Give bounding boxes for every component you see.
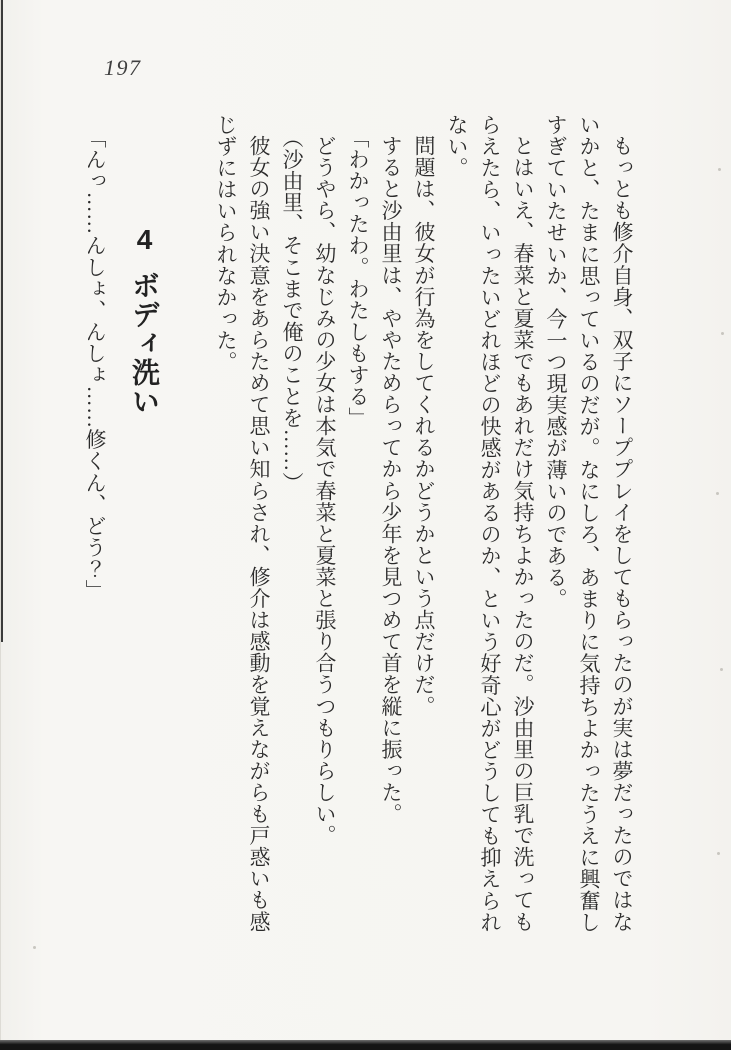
scan-speckle [716,492,719,495]
scan-speckle [718,168,721,171]
page-number: 197 [104,55,142,80]
paragraph: どうやら、幼なじみの少女は本気で春菜と夏菜と張り合うつもりらしい。 [313,135,337,847]
paragraph: もっとも修介自身、双子にソーププレイをしてもらったのが実は夢だったのではないかと、たまに思っているのだが。なにしろ、あまりに気持ちよかったうえに興奮しすぎていたせいか、今一つ現実感が薄いのである。 [544,114,634,933]
inner-monologue-line: （沙由里、そこまで俺のことを……） [280,126,304,493]
binding-gutter-shadow [1,0,3,642]
scan-speckle [720,668,723,671]
dialogue-line: 「わかったわ。わたしもする」 [346,126,370,429]
paragraph: とはいえ、春菜と夏菜でもあれだけ気持ちよかったのだ。沙由里の巨乳で洗ってもらえたら、いったいどれほどの快感があるのか、という好奇心がどうしても抑えられない。 [445,114,535,933]
scan-bottom-bar [0,1040,731,1050]
paragraph: 彼女の強い決意をあらためて思い知らされ、修介は感動を覚えながらも戸惑いも感じずにはいられなかった。 [214,114,271,933]
main-text-block [78,114,638,940]
scan-speckle [33,946,36,949]
chapter-title: ボディ洗い [129,271,160,416]
dialogue-line: 「んっ……んしょ、んしょ……修くん、どう？」 [83,126,107,601]
chapter-number: 4 [129,224,160,256]
scan-speckle [721,332,724,335]
chapter-heading [121,114,167,940]
scan-speckle [717,852,720,855]
paragraph: すると沙由里は、ややためらってから少年を見つめて首を縦に振った。 [379,135,403,825]
paragraph: 問題は、彼女が行為をしてくれるかどうかという点だけだ。 [412,135,436,717]
